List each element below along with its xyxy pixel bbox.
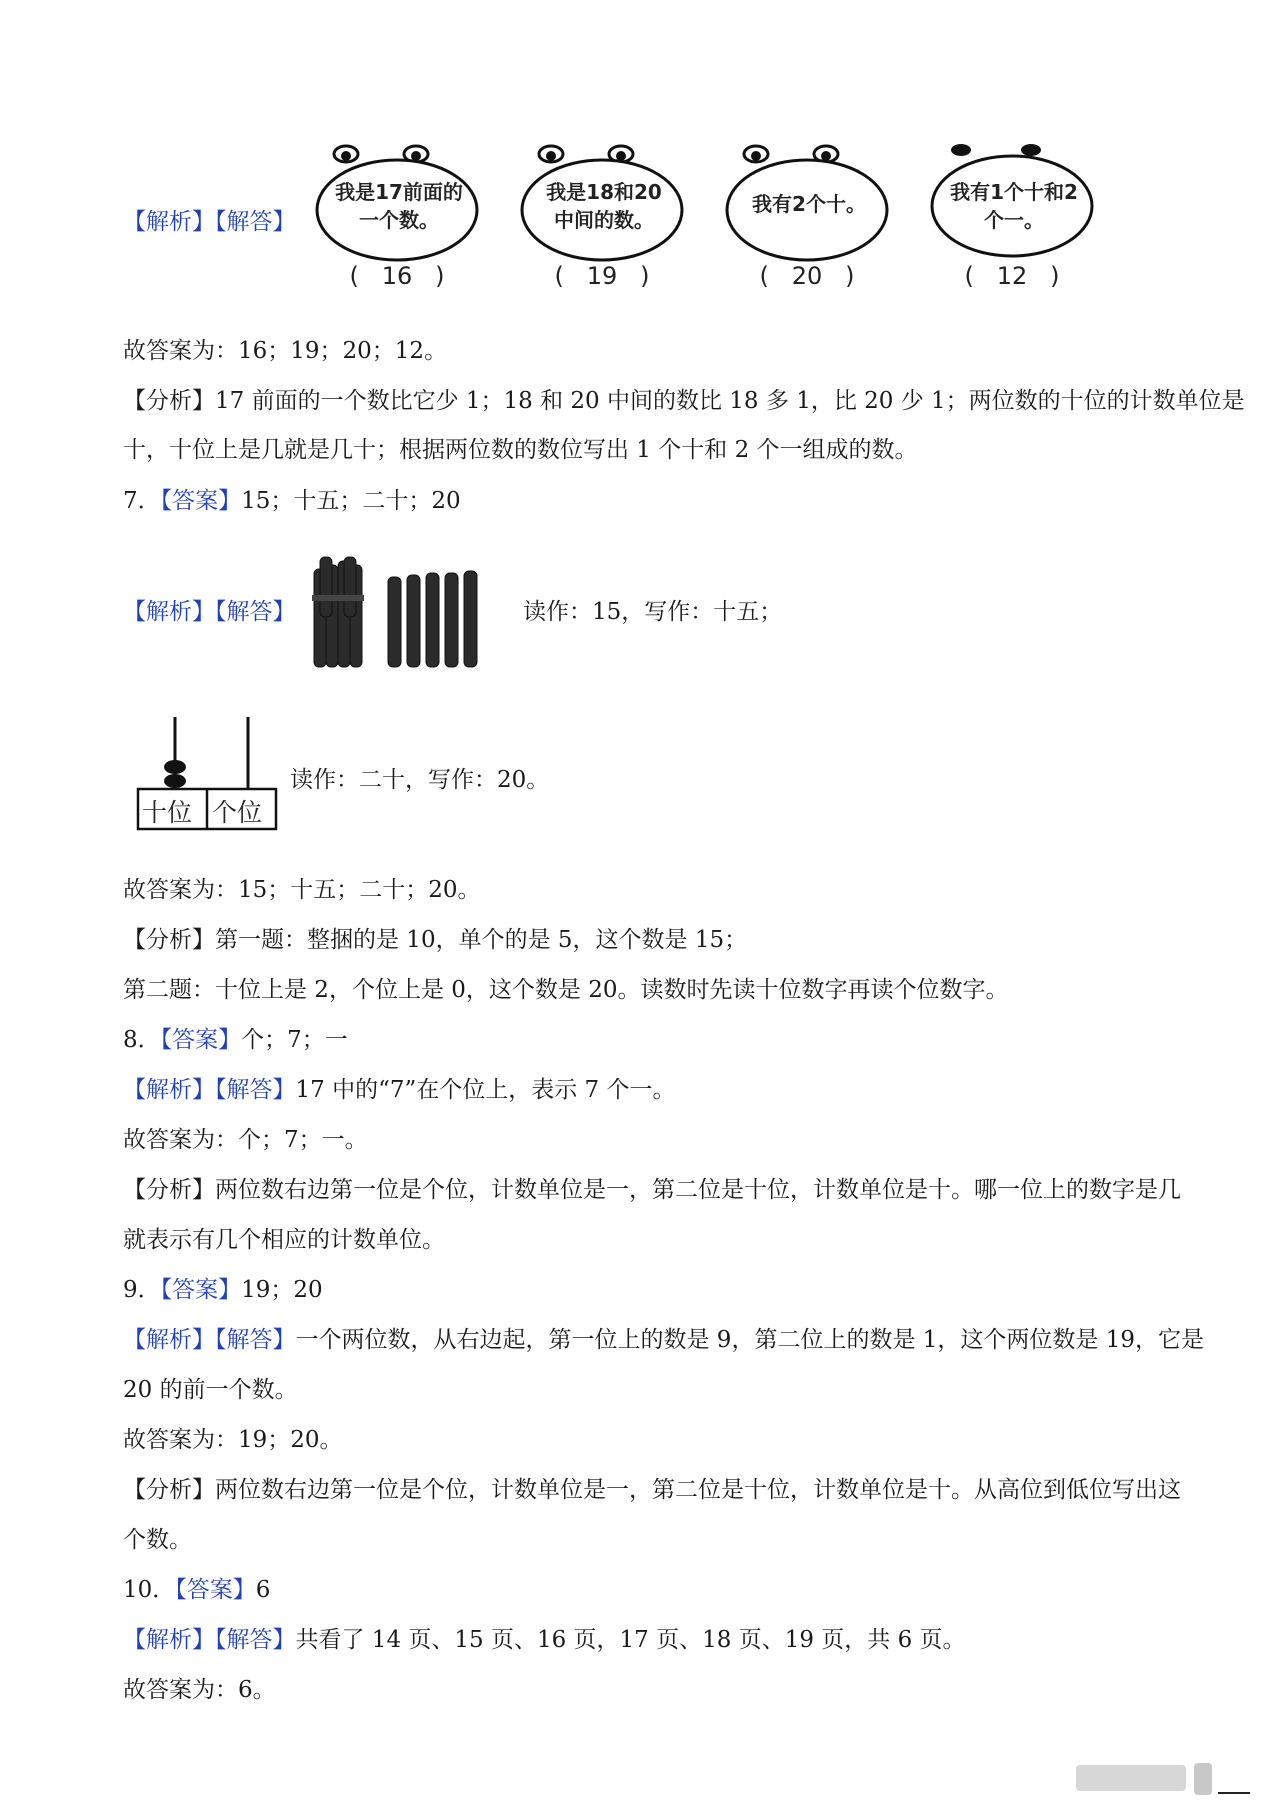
- q10-answer: 10．【答案】6: [123, 1577, 271, 1603]
- q9-conclusion: 故答案为：19；20。: [123, 1427, 343, 1453]
- abacus-tens-label: 十位: [142, 798, 193, 827]
- q8-conclusion: 故答案为：个；7；一。: [123, 1127, 368, 1153]
- bubble-4: [927, 140, 1097, 310]
- bubble-1: [312, 140, 482, 310]
- q10-solution: 【解析】【解答】共看了 14 页、15 页、16 页，17 页、18 页、19 页，共 6 页。: [123, 1627, 966, 1653]
- q6-analysis-line-1: 【分析】17 前面的一个数比它少 1；18 和 20 中间的数比 18 多 1，比 20 少 1；两位数的十位的计数单位是: [123, 388, 1245, 414]
- q7-sticks-text: 读作：15，写作：十五；: [523, 599, 783, 625]
- q8-solution: 【解析】【解答】17 中的“7”在个位上，表示 7 个一。: [123, 1077, 676, 1103]
- q8-analysis-line-1: 【分析】两位数右边第一位是个位，计数单位是一，第二位是十位，计数单位是十。哪一位上的数字是几: [123, 1177, 1181, 1203]
- bubble-4-text: 我有1个十和2个一。: [950, 180, 1078, 232]
- q6-bubble-row: [312, 140, 1112, 310]
- bubble-1-text: 我是17前面的一个数。: [335, 180, 463, 232]
- bubble-3: [722, 140, 892, 310]
- bubble-2: [517, 140, 687, 310]
- q7-abacus-text: 读作：二十，写作：20。: [290, 767, 550, 793]
- q10-conclusion: 故答案为：6。: [123, 1677, 276, 1703]
- q6-tag: 【解析】【解答】: [123, 209, 296, 235]
- q9-solution-line-1: 【解析】【解答】一个两位数，从右边起，第一位上的数是 9，第二位上的数是 1，这个两位数是 19，它是: [123, 1327, 1204, 1353]
- bubble-3-text: 我有2个十。: [752, 192, 866, 216]
- abacus: [130, 715, 280, 835]
- q9-analysis-line-1: 【分析】两位数右边第一位是个位，计数单位是一，第二位是十位，计数单位是十。从高位到低位写出这: [123, 1477, 1181, 1503]
- q7-conclusion: 故答案为：15；十五；二十；20。: [123, 877, 481, 903]
- q8-analysis-line-2: 就表示有几个相应的计数单位。: [123, 1227, 445, 1253]
- watermark-icon: [1072, 1759, 1252, 1799]
- bubble-4-answer: ( 12 ): [964, 262, 1060, 290]
- q7-tag: 【解析】【解答】: [123, 599, 296, 625]
- q6-analysis-line-2: 十，十位上是几就是几十；根据两位数的数位写出 1 个十和 2 个一组成的数。: [123, 437, 918, 463]
- bubble-2-answer: ( 19 ): [554, 262, 650, 290]
- bubble-3-answer: ( 20 ): [759, 262, 855, 290]
- q7-analysis-line-2: 第二题：十位上是 2，个位上是 0，这个数是 20。读数时先读十位数字再读个位数字。: [123, 977, 1009, 1003]
- q7-answer: 7．【答案】15；十五；二十；20: [123, 488, 461, 514]
- abacus-ones-label: 个位: [212, 798, 263, 827]
- q6-conclusion: 故答案为：16；19；20；12。: [123, 338, 448, 364]
- bubble-1-answer: ( 16 ): [349, 262, 445, 290]
- q7-analysis-line-1: 【分析】第一题：整捆的是 10，单个的是 5，这个数是 15；: [123, 927, 748, 953]
- q8-answer: 8．【答案】个；7；一: [123, 1027, 348, 1053]
- q9-solution-line-2: 20 的前一个数。: [123, 1377, 298, 1403]
- sticks-bundle-icon: [310, 555, 490, 670]
- q9-answer: 9．【答案】19；20: [123, 1277, 323, 1303]
- bubble-2-text: 我是18和20中间的数。: [546, 180, 662, 232]
- q9-analysis-line-2: 个数。: [123, 1527, 192, 1553]
